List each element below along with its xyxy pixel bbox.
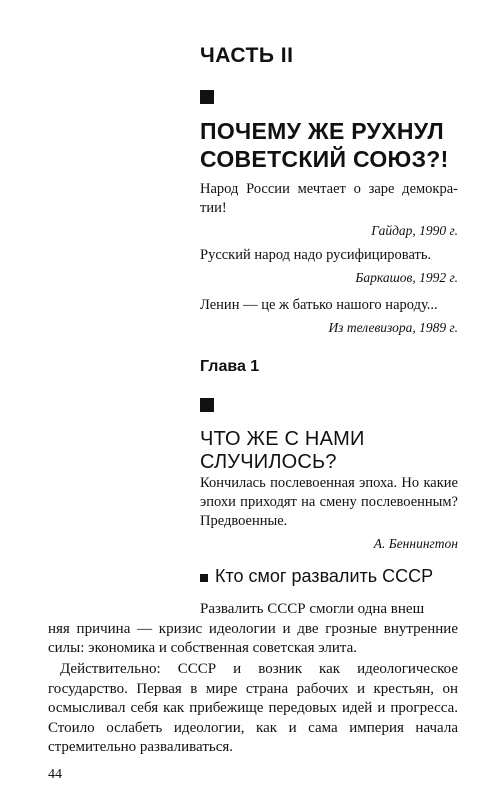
square-ornament-icon bbox=[200, 90, 214, 104]
body-paragraph bbox=[48, 600, 458, 659]
paragraph-rest: няя причина — кризис идеологии и две грозные внутренние силы: экономика и собственная советская элита. bbox=[48, 620, 458, 656]
part-title-line-2: СОВЕТСКИЙ СОЮЗ?! bbox=[200, 146, 449, 172]
chapter-epigraph bbox=[200, 474, 458, 553]
section-heading bbox=[200, 566, 433, 587]
epigraph-author: Гайдар, 1990 г. bbox=[371, 223, 458, 238]
epigraph-author: А. Беннингтон bbox=[373, 536, 458, 551]
paragraph-first-line: Развалить СССР смогли одна внеш bbox=[200, 601, 425, 617]
epigraph-quote: Народ России мечтает о заре демократии! bbox=[200, 181, 458, 216]
part-title-line-1: ПОЧЕМУ ЖЕ РУХНУЛ bbox=[200, 118, 444, 144]
part-title bbox=[200, 117, 449, 173]
epigraph-quote: Ленин — це ж батько нашого народу... bbox=[200, 297, 438, 313]
chapter-label: Глава 1 bbox=[200, 358, 260, 375]
section-heading-text: Кто смог развалить СССР bbox=[215, 566, 434, 586]
chapter-title: ЧТО ЖЕ С НАМИ СЛУЧИЛОСЬ? bbox=[200, 428, 365, 473]
epigraph-quote: Русский народ надо русифицировать. bbox=[200, 247, 432, 263]
square-ornament-icon bbox=[200, 398, 214, 412]
bullet-square-icon bbox=[200, 574, 208, 582]
page-number: 44 bbox=[48, 767, 62, 782]
epigraph bbox=[200, 246, 458, 287]
epigraph bbox=[200, 180, 458, 240]
body-paragraph: Действительно: СССР и возник как идеологическое государство. Первая в мире страна рабочих и крестьян, он осмысливал себя как прибежище передовых идей и прогресса. Стоило ослабеть идеологии, как и сама империя начала стремительно разваливаться. bbox=[48, 661, 458, 755]
epigraph-author: Из телевизора, 1989 г. bbox=[328, 320, 458, 335]
epigraph-author: Баркашов, 1992 г. bbox=[355, 270, 458, 285]
part-label: ЧАСТЬ II bbox=[200, 44, 294, 67]
epigraph-quote: Кончилась послевоенная эпоха. Но какие эпохи приходят на смену послевоенным? Предвоенные. bbox=[200, 475, 458, 529]
epigraph bbox=[200, 296, 458, 337]
